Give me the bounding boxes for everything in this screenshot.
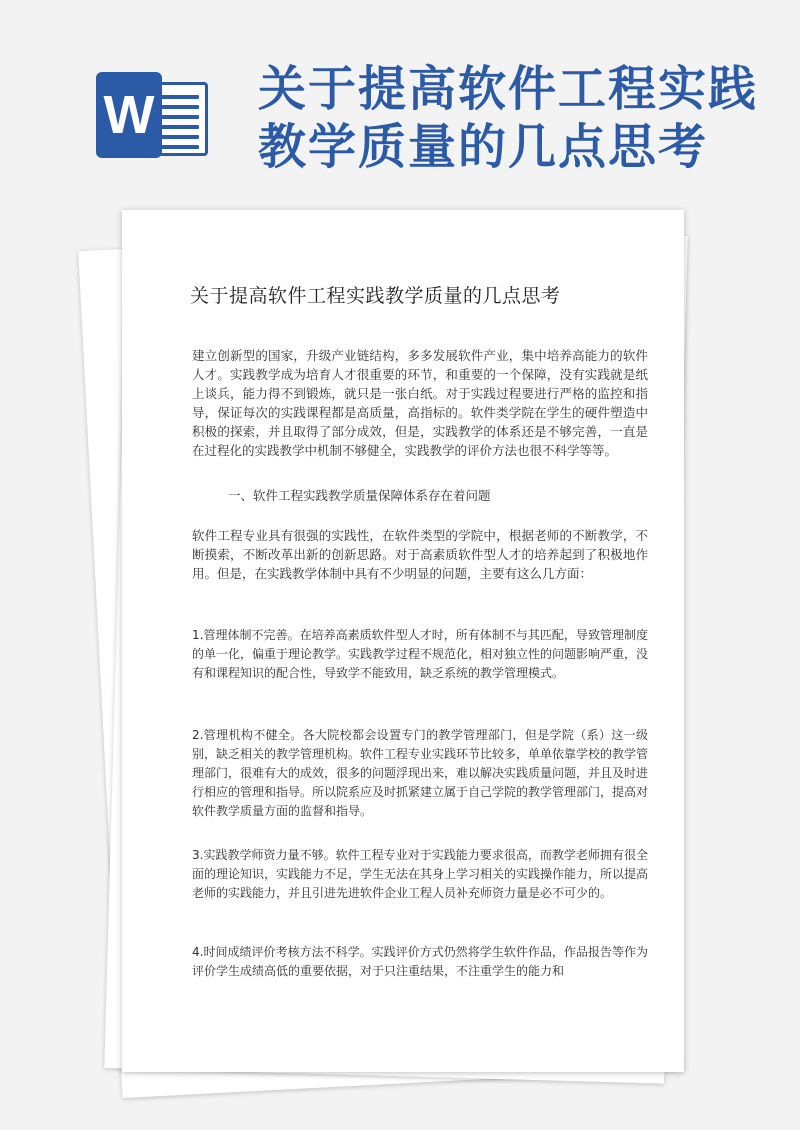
- paragraph-point-4: 4.时间成绩评价考核方法不科学。实践评价方式仍然将学生软件作品，作品报告等作为评价学生成绩高低的重要依据，对于只注重结果，不注重学生的能力和: [192, 945, 648, 978]
- document-page: [122, 210, 684, 1072]
- page-header: [0, 0, 800, 210]
- banner-title-line-2: 教学质量的几点思考: [258, 119, 709, 175]
- banner-title-line-1: 关于提高软件工程实践: [258, 61, 759, 117]
- word-letter-badge: W: [96, 72, 162, 158]
- paragraph-overview: 软件工程专业具有很强的实践性，在软件类型的学院中，根据老师的不断教学，不断摸索，不断改革出新的创新思路。对于高素质软件型人才的培养起到了积极地作用。但是，在实践教学体制中具有不少明显的问题，主要有这么几方面：: [192, 528, 648, 581]
- document-title: 关于提高软件工程实践教学质量的几点思考: [190, 285, 561, 307]
- banner-title: [258, 60, 778, 176]
- word-document-icon: [96, 72, 216, 164]
- paragraph-point-2: 2.管理机构不健全。各大院校都会设置专门的教学管理部门，但是学院（系）这一级别，缺乏相关的教学管理机构。软件工程专业实践环节比较多，单单依靠学校的教学管理部门，很难有大的成效，很多的问题浮现出来，难以解决实践质量问题，并且及时进行相应的管理和指导。所以院系应及时抓紧建立属于自己学院的教学管理部门，提高对软件教学质量方面的监督和指导。: [192, 728, 649, 818]
- paragraph-point-3: 3.实践教学师资力量不够。软件工程专业对于实践能力要求很高，而教学老师拥有很全面的理论知识，实践能力不足，学生无法在其身上学习相关的实践操作能力，所以提高老师的实践能力，并且引进先进软件企业工程人员补充师资力量是必不可少的。: [192, 848, 649, 900]
- paragraph-point-1: 1.管理体制不完善。在培养高素质软件型人才时，所有体制不与其匹配，导致管理制度的单一化，偏重于理论教学。实践教学过程不规范化，相对独立性的问题影响严重，没有和课程知识的配合性，导致学不能致用，缺乏系统的教学管理模式。: [192, 628, 649, 680]
- section-heading: 一、软件工程实践教学质量保障体系存在着问题: [228, 488, 491, 503]
- paragraph-intro: 建立创新型的国家，升级产业链结构，多多发展软件产业，集中培养高能力的软件人才。实践教学成为培育人才很重要的环节，和重要的一个保障，没有实践就是纸上谈兵，能力得不到锻炼，就只是一张白纸。对于实践过程要进行严格的监控和指导，保证每次的实践课程都是高质量，高指标的。软件类学院在学生的硬件塑造中积极的探索，并且取得了部分成效，但是，实践教学的体系还是不够完善，一直是在过程化的实践教学中机制不够健全，实践教学的评价方法也很不科学等等。: [192, 348, 648, 458]
